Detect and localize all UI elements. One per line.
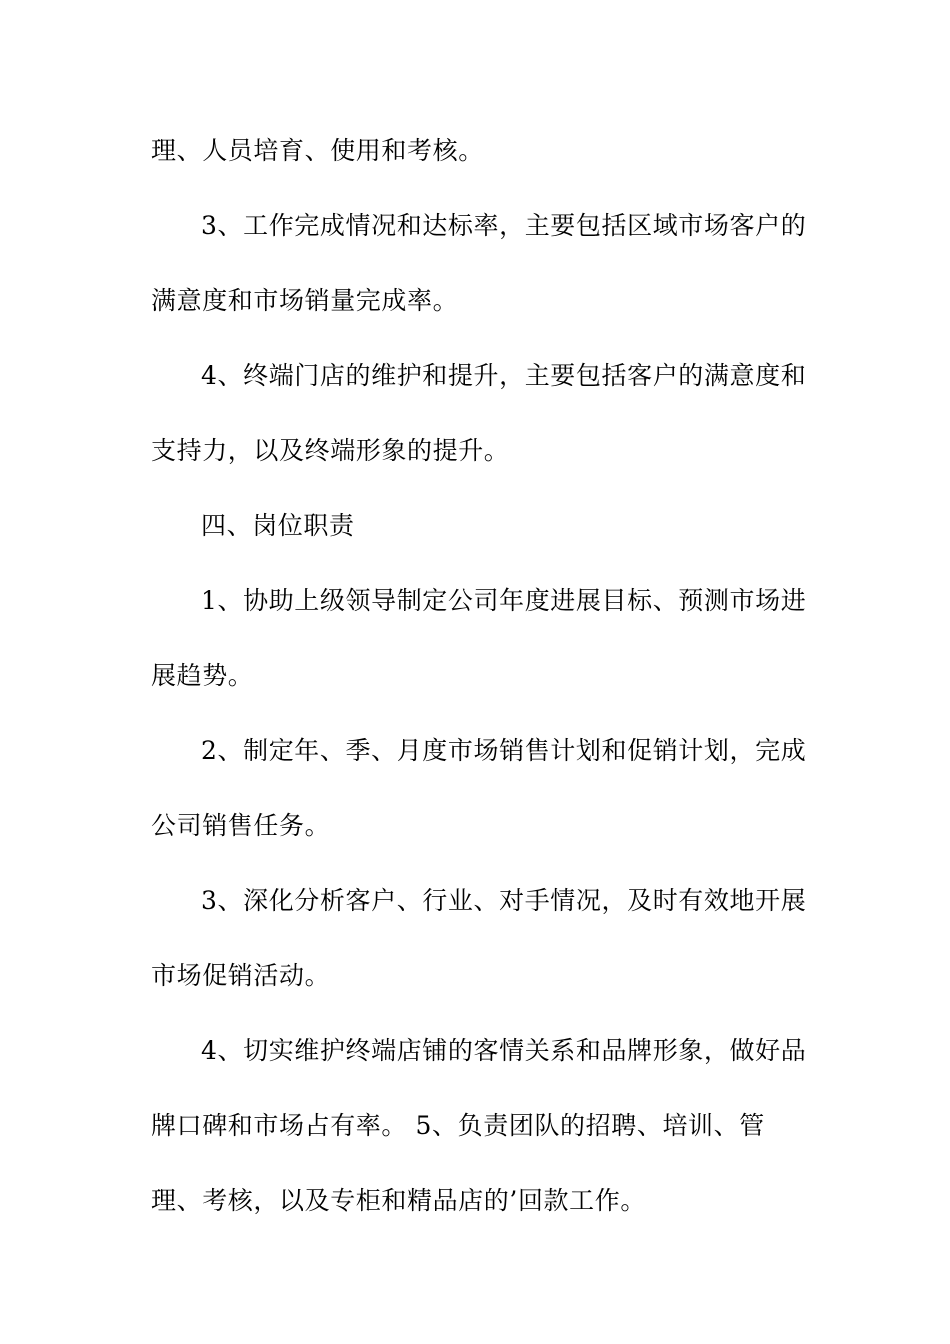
text-line: 3、工作完成情况和达标率，主要包括区域市场客户的 <box>201 211 807 240</box>
section-heading: 四、岗位职责 <box>201 511 355 540</box>
text-line: 展趋势。 <box>151 661 254 690</box>
text-line: 4、终端门店的维护和提升，主要包括客户的满意度和 <box>201 361 807 390</box>
text-line: 公司销售任务。 <box>151 811 331 840</box>
text-line: 支持力，以及终端形象的提升。 <box>151 436 510 465</box>
text-line: 2、制定年、季、月度市场销售计划和促销计划，完成 <box>201 736 807 765</box>
text-line: 理、人员培育、使用和考核。 <box>151 136 484 165</box>
text-line: 4、切实维护终端店铺的客情关系和品牌形象，做好品 <box>201 1036 807 1065</box>
text-line: 3、深化分析客户、行业、对手情况，及时有效地开展 <box>201 886 807 915</box>
text-line: 满意度和市场销量完成率。 <box>151 286 459 315</box>
text-line: 1、协助上级领导制定公司年度进展目标、预测市场进 <box>201 586 807 615</box>
text-line: 牌口碑和市场占有率。 5、负责团队的招聘、培训、管 <box>151 1111 765 1140</box>
text-line: 市场促销活动。 <box>151 961 331 990</box>
text-line: 理、考核，以及专柜和精品店的’回款工作。 <box>151 1186 646 1215</box>
